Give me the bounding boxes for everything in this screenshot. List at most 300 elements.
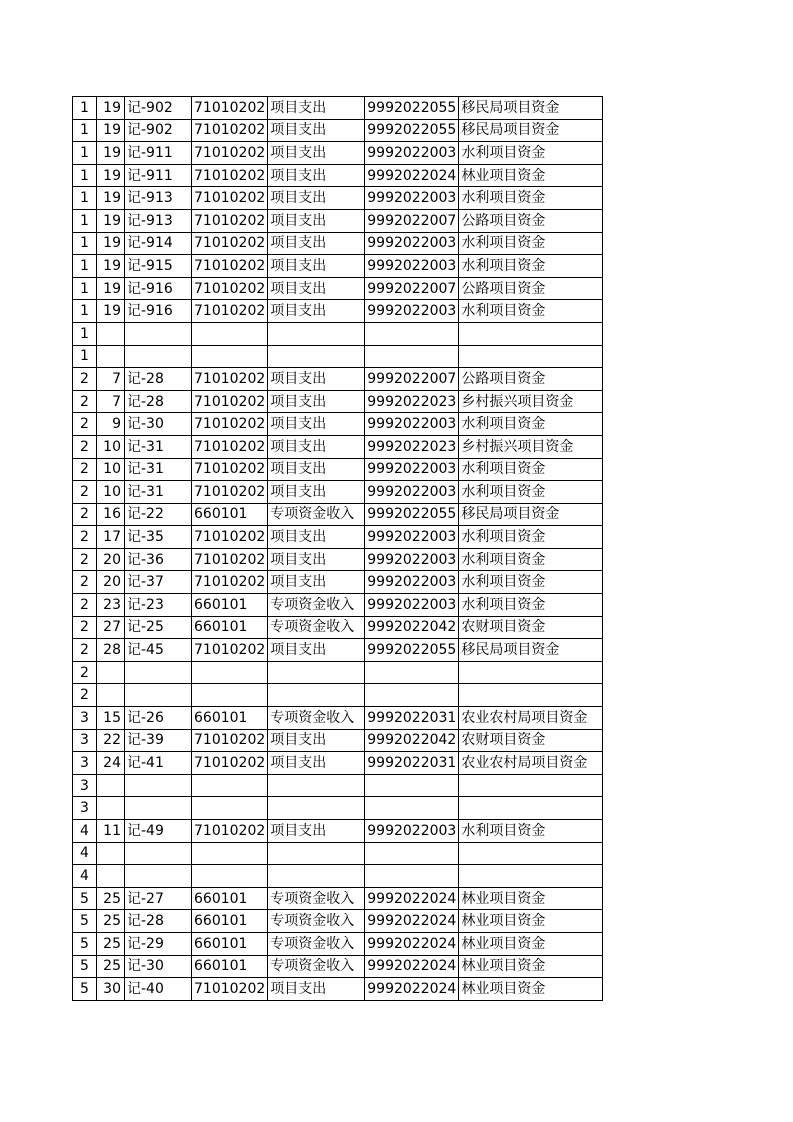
account-cell: 71010202 xyxy=(192,277,268,300)
account-cell: 71010202 xyxy=(192,97,268,120)
type-cell: 项目支出 xyxy=(268,97,365,120)
day-cell: 10 xyxy=(97,458,125,481)
day-cell xyxy=(97,661,125,684)
table-row xyxy=(73,978,603,1001)
type-cell: 项目支出 xyxy=(268,571,365,594)
voucher-cell xyxy=(125,684,192,707)
voucher-cell xyxy=(125,842,192,865)
code-cell: 9992022003 xyxy=(365,594,459,617)
voucher-cell: 记-911 xyxy=(125,164,192,187)
project-cell xyxy=(459,797,603,820)
day-cell: 25 xyxy=(97,932,125,955)
day-cell: 10 xyxy=(97,481,125,504)
code-cell: 9992022003 xyxy=(365,820,459,843)
voucher-cell: 记-31 xyxy=(125,481,192,504)
voucher-cell: 记-39 xyxy=(125,729,192,752)
account-cell: 71010202 xyxy=(192,300,268,323)
day-cell: 15 xyxy=(97,707,125,730)
voucher-cell: 记-31 xyxy=(125,458,192,481)
type-cell: 专项资金收入 xyxy=(268,707,365,730)
account-cell xyxy=(192,797,268,820)
table-row xyxy=(73,119,603,142)
table-row xyxy=(73,729,603,752)
table-row xyxy=(73,322,603,345)
day-cell xyxy=(97,684,125,707)
project-cell xyxy=(459,345,603,368)
day-cell: 10 xyxy=(97,435,125,458)
voucher-cell: 记-37 xyxy=(125,571,192,594)
code-cell xyxy=(365,797,459,820)
code-cell: 9992022003 xyxy=(365,548,459,571)
day-cell: 19 xyxy=(97,142,125,165)
account-cell: 71010202 xyxy=(192,548,268,571)
type-cell xyxy=(268,865,365,888)
month-cell: 2 xyxy=(73,435,97,458)
code-cell xyxy=(365,865,459,888)
voucher-cell: 记-28 xyxy=(125,390,192,413)
type-cell: 项目支出 xyxy=(268,526,365,549)
account-cell: 71010202 xyxy=(192,413,268,436)
account-cell: 71010202 xyxy=(192,458,268,481)
project-cell: 水利项目资金 xyxy=(459,300,603,323)
month-cell: 2 xyxy=(73,594,97,617)
code-cell: 9992022003 xyxy=(365,300,459,323)
table-row xyxy=(73,481,603,504)
table-row xyxy=(73,865,603,888)
type-cell: 项目支出 xyxy=(268,119,365,142)
project-cell: 水利项目资金 xyxy=(459,571,603,594)
voucher-cell: 记-31 xyxy=(125,435,192,458)
day-cell: 19 xyxy=(97,119,125,142)
month-cell: 1 xyxy=(73,209,97,232)
ledger-table-body xyxy=(73,97,603,1001)
code-cell xyxy=(365,842,459,865)
project-cell xyxy=(459,865,603,888)
account-cell: 71010202 xyxy=(192,232,268,255)
code-cell: 9992022042 xyxy=(365,729,459,752)
month-cell: 2 xyxy=(73,616,97,639)
day-cell: 23 xyxy=(97,594,125,617)
project-cell: 水利项目资金 xyxy=(459,481,603,504)
table-row xyxy=(73,97,603,120)
code-cell: 9992022024 xyxy=(365,887,459,910)
month-cell: 2 xyxy=(73,368,97,391)
code-cell: 9992022003 xyxy=(365,481,459,504)
table-row xyxy=(73,752,603,775)
type-cell: 项目支出 xyxy=(268,209,365,232)
day-cell: 9 xyxy=(97,413,125,436)
day-cell: 19 xyxy=(97,232,125,255)
month-cell: 1 xyxy=(73,97,97,120)
code-cell: 9992022003 xyxy=(365,142,459,165)
account-cell: 660101 xyxy=(192,594,268,617)
table-row xyxy=(73,797,603,820)
month-cell: 1 xyxy=(73,187,97,210)
code-cell: 9992022003 xyxy=(365,571,459,594)
day-cell xyxy=(97,345,125,368)
account-cell xyxy=(192,842,268,865)
project-cell: 水利项目资金 xyxy=(459,187,603,210)
month-cell: 3 xyxy=(73,752,97,775)
table-row xyxy=(73,368,603,391)
voucher-cell: 记-40 xyxy=(125,978,192,1001)
type-cell: 项目支出 xyxy=(268,820,365,843)
voucher-cell: 记-27 xyxy=(125,887,192,910)
day-cell: 7 xyxy=(97,368,125,391)
type-cell: 项目支出 xyxy=(268,481,365,504)
code-cell: 9992022042 xyxy=(365,616,459,639)
voucher-cell: 记-36 xyxy=(125,548,192,571)
month-cell: 1 xyxy=(73,345,97,368)
type-cell: 专项资金收入 xyxy=(268,910,365,933)
table-row xyxy=(73,142,603,165)
table-row xyxy=(73,232,603,255)
voucher-cell: 记-26 xyxy=(125,707,192,730)
month-cell: 2 xyxy=(73,481,97,504)
type-cell: 项目支出 xyxy=(268,255,365,278)
account-cell: 660101 xyxy=(192,503,268,526)
type-cell: 项目支出 xyxy=(268,752,365,775)
day-cell xyxy=(97,322,125,345)
day-cell: 19 xyxy=(97,255,125,278)
project-cell: 移民局项目资金 xyxy=(459,639,603,662)
day-cell: 19 xyxy=(97,187,125,210)
type-cell: 项目支出 xyxy=(268,639,365,662)
type-cell xyxy=(268,345,365,368)
voucher-cell: 记-45 xyxy=(125,639,192,662)
code-cell xyxy=(365,661,459,684)
table-row xyxy=(73,300,603,323)
voucher-cell: 记-28 xyxy=(125,910,192,933)
account-cell: 660101 xyxy=(192,932,268,955)
month-cell: 2 xyxy=(73,503,97,526)
month-cell: 3 xyxy=(73,707,97,730)
month-cell: 2 xyxy=(73,661,97,684)
type-cell: 项目支出 xyxy=(268,300,365,323)
project-cell: 水利项目资金 xyxy=(459,820,603,843)
code-cell: 9992022031 xyxy=(365,752,459,775)
account-cell: 71010202 xyxy=(192,729,268,752)
table-row xyxy=(73,458,603,481)
project-cell: 林业项目资金 xyxy=(459,887,603,910)
project-cell: 水利项目资金 xyxy=(459,594,603,617)
voucher-cell: 记-916 xyxy=(125,300,192,323)
project-cell: 公路项目资金 xyxy=(459,368,603,391)
month-cell: 1 xyxy=(73,164,97,187)
account-cell xyxy=(192,865,268,888)
day-cell: 19 xyxy=(97,164,125,187)
code-cell: 9992022007 xyxy=(365,368,459,391)
day-cell: 22 xyxy=(97,729,125,752)
day-cell: 25 xyxy=(97,955,125,978)
table-row xyxy=(73,390,603,413)
account-cell xyxy=(192,684,268,707)
month-cell: 5 xyxy=(73,887,97,910)
voucher-cell xyxy=(125,774,192,797)
table-row xyxy=(73,661,603,684)
code-cell: 9992022003 xyxy=(365,187,459,210)
table-row xyxy=(73,503,603,526)
account-cell: 71010202 xyxy=(192,639,268,662)
account-cell: 71010202 xyxy=(192,187,268,210)
table-row xyxy=(73,594,603,617)
account-cell: 71010202 xyxy=(192,368,268,391)
voucher-cell: 记-29 xyxy=(125,932,192,955)
project-cell: 农财项目资金 xyxy=(459,729,603,752)
account-cell xyxy=(192,322,268,345)
project-cell: 公路项目资金 xyxy=(459,209,603,232)
code-cell: 9992022024 xyxy=(365,955,459,978)
account-cell: 71010202 xyxy=(192,820,268,843)
day-cell: 16 xyxy=(97,503,125,526)
month-cell: 5 xyxy=(73,932,97,955)
code-cell xyxy=(365,684,459,707)
type-cell: 项目支出 xyxy=(268,232,365,255)
type-cell: 项目支出 xyxy=(268,548,365,571)
type-cell: 专项资金收入 xyxy=(268,594,365,617)
code-cell: 9992022031 xyxy=(365,707,459,730)
type-cell: 项目支出 xyxy=(268,978,365,1001)
table-row xyxy=(73,187,603,210)
table-row xyxy=(73,616,603,639)
project-cell: 农财项目资金 xyxy=(459,616,603,639)
type-cell: 项目支出 xyxy=(268,368,365,391)
code-cell: 9992022023 xyxy=(365,435,459,458)
code-cell xyxy=(365,345,459,368)
project-cell: 林业项目资金 xyxy=(459,164,603,187)
day-cell: 25 xyxy=(97,887,125,910)
table-row xyxy=(73,435,603,458)
voucher-cell xyxy=(125,322,192,345)
type-cell: 专项资金收入 xyxy=(268,932,365,955)
type-cell: 项目支出 xyxy=(268,729,365,752)
table-row xyxy=(73,413,603,436)
code-cell: 9992022003 xyxy=(365,458,459,481)
project-cell: 水利项目资金 xyxy=(459,458,603,481)
code-cell: 9992022003 xyxy=(365,413,459,436)
code-cell: 9992022024 xyxy=(365,910,459,933)
code-cell xyxy=(365,322,459,345)
day-cell: 11 xyxy=(97,820,125,843)
account-cell: 71010202 xyxy=(192,142,268,165)
month-cell: 2 xyxy=(73,548,97,571)
day-cell: 19 xyxy=(97,209,125,232)
project-cell: 水利项目资金 xyxy=(459,232,603,255)
type-cell xyxy=(268,797,365,820)
table-row xyxy=(73,571,603,594)
type-cell xyxy=(268,661,365,684)
project-cell xyxy=(459,684,603,707)
project-cell: 林业项目资金 xyxy=(459,932,603,955)
voucher-cell: 记-25 xyxy=(125,616,192,639)
project-cell: 移民局项目资金 xyxy=(459,97,603,120)
day-cell xyxy=(97,865,125,888)
voucher-cell: 记-913 xyxy=(125,187,192,210)
project-cell: 水利项目资金 xyxy=(459,413,603,436)
month-cell: 1 xyxy=(73,322,97,345)
account-cell: 71010202 xyxy=(192,435,268,458)
month-cell: 5 xyxy=(73,910,97,933)
type-cell: 专项资金收入 xyxy=(268,955,365,978)
month-cell: 1 xyxy=(73,119,97,142)
voucher-cell xyxy=(125,345,192,368)
month-cell: 2 xyxy=(73,413,97,436)
type-cell xyxy=(268,684,365,707)
account-cell: 71010202 xyxy=(192,390,268,413)
type-cell: 项目支出 xyxy=(268,413,365,436)
voucher-cell: 记-911 xyxy=(125,142,192,165)
type-cell: 项目支出 xyxy=(268,435,365,458)
voucher-cell: 记-915 xyxy=(125,255,192,278)
project-cell: 林业项目资金 xyxy=(459,955,603,978)
day-cell: 20 xyxy=(97,571,125,594)
type-cell: 项目支出 xyxy=(268,164,365,187)
voucher-cell: 记-913 xyxy=(125,209,192,232)
account-cell: 660101 xyxy=(192,955,268,978)
code-cell: 9992022024 xyxy=(365,164,459,187)
month-cell: 1 xyxy=(73,142,97,165)
day-cell: 17 xyxy=(97,526,125,549)
code-cell: 9992022024 xyxy=(365,978,459,1001)
code-cell: 9992022007 xyxy=(365,277,459,300)
project-cell: 移民局项目资金 xyxy=(459,119,603,142)
project-cell: 水利项目资金 xyxy=(459,142,603,165)
table-row xyxy=(73,548,603,571)
month-cell: 1 xyxy=(73,255,97,278)
code-cell: 9992022055 xyxy=(365,97,459,120)
type-cell: 项目支出 xyxy=(268,277,365,300)
voucher-cell: 记-28 xyxy=(125,368,192,391)
table-row xyxy=(73,255,603,278)
code-cell: 9992022007 xyxy=(365,209,459,232)
voucher-cell xyxy=(125,797,192,820)
type-cell xyxy=(268,322,365,345)
code-cell: 9992022023 xyxy=(365,390,459,413)
code-cell: 9992022055 xyxy=(365,639,459,662)
account-cell: 71010202 xyxy=(192,164,268,187)
month-cell: 3 xyxy=(73,797,97,820)
project-cell: 移民局项目资金 xyxy=(459,503,603,526)
type-cell: 项目支出 xyxy=(268,458,365,481)
project-cell xyxy=(459,774,603,797)
month-cell: 4 xyxy=(73,865,97,888)
month-cell: 1 xyxy=(73,232,97,255)
type-cell: 项目支出 xyxy=(268,390,365,413)
project-cell: 水利项目资金 xyxy=(459,548,603,571)
type-cell xyxy=(268,774,365,797)
code-cell: 9992022055 xyxy=(365,503,459,526)
voucher-cell: 记-35 xyxy=(125,526,192,549)
type-cell: 专项资金收入 xyxy=(268,616,365,639)
month-cell: 3 xyxy=(73,729,97,752)
account-cell: 660101 xyxy=(192,707,268,730)
account-cell: 71010202 xyxy=(192,571,268,594)
day-cell: 30 xyxy=(97,978,125,1001)
account-cell xyxy=(192,661,268,684)
voucher-cell: 记-902 xyxy=(125,119,192,142)
day-cell: 28 xyxy=(97,639,125,662)
project-cell: 农业农村局项目资金 xyxy=(459,752,603,775)
table-row xyxy=(73,684,603,707)
project-cell: 农业农村局项目资金 xyxy=(459,707,603,730)
table-row xyxy=(73,820,603,843)
type-cell: 项目支出 xyxy=(268,187,365,210)
day-cell: 20 xyxy=(97,548,125,571)
type-cell xyxy=(268,842,365,865)
month-cell: 2 xyxy=(73,684,97,707)
table-row xyxy=(73,910,603,933)
table-row xyxy=(73,209,603,232)
voucher-cell: 记-902 xyxy=(125,97,192,120)
project-cell: 林业项目资金 xyxy=(459,978,603,1001)
table-row xyxy=(73,526,603,549)
project-cell: 公路项目资金 xyxy=(459,277,603,300)
voucher-cell: 记-23 xyxy=(125,594,192,617)
month-cell: 1 xyxy=(73,300,97,323)
day-cell: 7 xyxy=(97,390,125,413)
month-cell: 2 xyxy=(73,639,97,662)
account-cell xyxy=(192,774,268,797)
type-cell: 专项资金收入 xyxy=(268,887,365,910)
table-row xyxy=(73,164,603,187)
project-cell xyxy=(459,842,603,865)
project-cell: 乡村振兴项目资金 xyxy=(459,435,603,458)
account-cell xyxy=(192,345,268,368)
account-cell: 71010202 xyxy=(192,526,268,549)
project-cell: 水利项目资金 xyxy=(459,526,603,549)
month-cell: 4 xyxy=(73,820,97,843)
table-row xyxy=(73,774,603,797)
table-row xyxy=(73,955,603,978)
voucher-cell: 记-22 xyxy=(125,503,192,526)
voucher-cell: 记-41 xyxy=(125,752,192,775)
code-cell xyxy=(365,774,459,797)
account-cell: 660101 xyxy=(192,887,268,910)
day-cell: 19 xyxy=(97,97,125,120)
day-cell: 25 xyxy=(97,910,125,933)
day-cell: 24 xyxy=(97,752,125,775)
table-row xyxy=(73,932,603,955)
type-cell: 专项资金收入 xyxy=(268,503,365,526)
voucher-cell: 记-914 xyxy=(125,232,192,255)
code-cell: 9992022003 xyxy=(365,255,459,278)
account-cell: 71010202 xyxy=(192,255,268,278)
month-cell: 3 xyxy=(73,774,97,797)
account-cell: 71010202 xyxy=(192,752,268,775)
day-cell xyxy=(97,842,125,865)
month-cell: 5 xyxy=(73,978,97,1001)
table-row xyxy=(73,277,603,300)
month-cell: 2 xyxy=(73,390,97,413)
month-cell: 4 xyxy=(73,842,97,865)
account-cell: 71010202 xyxy=(192,119,268,142)
account-cell: 71010202 xyxy=(192,209,268,232)
table-row xyxy=(73,639,603,662)
code-cell: 9992022003 xyxy=(365,232,459,255)
code-cell: 9992022055 xyxy=(365,119,459,142)
voucher-cell xyxy=(125,865,192,888)
project-cell: 水利项目资金 xyxy=(459,255,603,278)
voucher-cell: 记-30 xyxy=(125,955,192,978)
project-cell xyxy=(459,322,603,345)
code-cell: 9992022003 xyxy=(365,526,459,549)
ledger-table xyxy=(72,96,603,1001)
table-row xyxy=(73,887,603,910)
account-cell: 660101 xyxy=(192,910,268,933)
day-cell: 19 xyxy=(97,277,125,300)
voucher-cell xyxy=(125,661,192,684)
account-cell: 71010202 xyxy=(192,481,268,504)
